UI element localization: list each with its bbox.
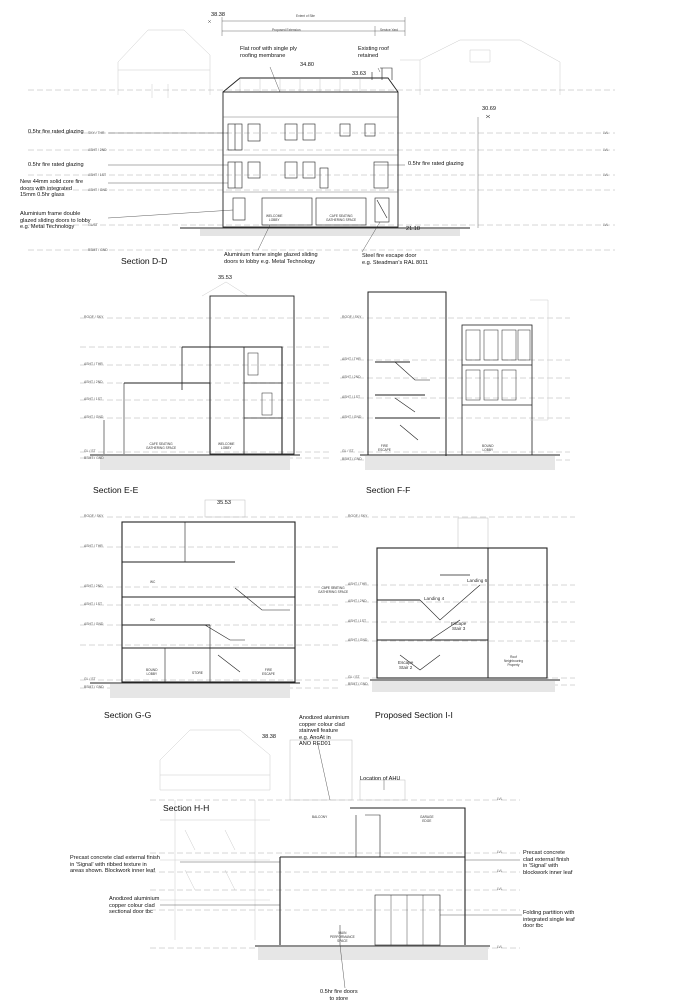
section-dd-dim-ground: 21.18 [406, 226, 420, 232]
section-dd-level-right-3: LVL [603, 173, 609, 177]
section-dd-windows [228, 124, 388, 188]
section-ee-level-3: ASHT / 2ND [84, 380, 103, 384]
section-dd-dim-ridge: 34.80 [300, 62, 314, 68]
section-hh-dim: 38.38 [262, 734, 276, 740]
section-gg-level-4: ASHT / 1ST [84, 602, 103, 606]
section-ii-room-roof: Roof Neighbouring Property [504, 655, 523, 667]
section-dd-ghost-buildings [118, 30, 560, 98]
section-ff-drawing [340, 292, 570, 470]
section-ee-drawing [80, 282, 330, 470]
section-dd-room-welcome: WELCOME LOBBY [266, 214, 283, 222]
section-ff-room-fire: FIRE ESCAPE [378, 444, 391, 452]
section-ii-level-4: ASHT / 1ST [348, 619, 367, 623]
section-hh-drawing [150, 730, 522, 988]
section-ii-level-3: ASHT / 2ND [348, 599, 367, 603]
section-ff-level-4: ASHT / 1ST [342, 395, 361, 399]
section-dd-glazing-note-right: 0.5hr fire rated glazing [408, 161, 464, 167]
section-ee-level-4: ASHT / 1ST [84, 397, 103, 401]
section-ii-level-6: GL / ST [348, 675, 360, 679]
section-hh-anodized-feature-note: Anodized aluminium copper colour clad stairwell feature e.g. AnoAt in ANO RED01 [299, 715, 350, 748]
section-hh-room-balcony: BALCONY [312, 815, 328, 819]
section-gg-level-6: GL / ST [84, 677, 96, 681]
section-ff-level-3: ASHT / 2ND [342, 375, 361, 379]
section-ff-level-2: ASHT / THR [342, 357, 361, 361]
section-ee-level-6: GL / ST [84, 449, 96, 453]
section-gg-room-store: STORE [192, 671, 203, 675]
section-ee-title: Section E-E [93, 485, 139, 495]
section-ii-room-landing6: Landing 6 [467, 578, 488, 583]
section-dd-glazing-note-1: 0.5hr fire rated glazing [28, 129, 84, 135]
section-ii-level-1: ROOF / SKY [348, 514, 368, 518]
section-dd-level-right-4: LVL [603, 223, 609, 227]
section-ee-level-5: ASHT / GND [84, 415, 104, 419]
section-gg-room-bound: BOUND LOBBY [146, 668, 158, 676]
section-ff-title: Section F-F [366, 485, 411, 495]
section-ff-level-lines [340, 318, 570, 460]
section-gg-room-fire: FIRE ESCAPE [262, 668, 275, 676]
section-ee-dim: 35.53 [218, 275, 232, 281]
section-hh-fire-doors-note: 0.5hr fire doors to store [320, 989, 358, 1002]
section-hh-level-1: LVL [497, 797, 503, 801]
section-ii-drawing [345, 517, 575, 692]
section-hh-ahu-note: Location of AHU [360, 776, 401, 782]
section-dd-level-5: GL/ST [88, 223, 98, 227]
section-dd-dim-roof: 33.63 [352, 71, 366, 77]
section-dd-extent-label: Extent of Site [296, 14, 315, 18]
section-ff-room-bound: BOUND LOBBY [482, 444, 494, 452]
section-hh-level-2: LVL [497, 850, 503, 854]
section-hh-anodized-door-note: Anodized aluminium copper colour clad sectional door tbc [109, 896, 160, 916]
section-gg-title: Section G-G [104, 710, 152, 720]
section-dd-facade [223, 92, 398, 227]
section-dd-alu-double-note: Aluminium frame double glazed sliding doors to lobby e.g. Metal Technology [20, 211, 91, 231]
section-dd-level-right-1: LVL [603, 131, 609, 135]
section-dd-steel-door-note: Steel fire escape door e.g. Steadman's RAL 8011 [362, 253, 429, 266]
section-dd-level-lines [28, 90, 615, 250]
section-hh-level-3: LVL [497, 869, 503, 873]
section-gg-level-2: ASHT / THR [84, 544, 103, 548]
section-ii-title: Proposed Section I-I [375, 710, 453, 720]
section-dd-top-dims [208, 17, 405, 36]
section-hh-ghost-buildings [160, 730, 270, 940]
section-ii-room-landing4: Landing 4 [424, 596, 445, 601]
section-ii-level-5: ASHT / GND [348, 638, 368, 642]
section-dd-level-2: ASHT / 2ND [88, 148, 107, 152]
section-dd-ground-openings [233, 198, 389, 225]
section-dd-dim-left: 38.38 [211, 12, 225, 18]
section-hh-title: Section H-H [163, 803, 210, 813]
section-dd-glazing-note-2: 0.5hr fire rated glazing [28, 162, 84, 168]
section-dd-room-cafe: CAFE SEATING GATHERING SPACE [326, 214, 357, 222]
section-dd-title: Section D-D [121, 256, 168, 266]
section-hh-room-garage: GARAGE EDGE [420, 815, 434, 823]
section-ee-level-7: BSMT / GND [84, 456, 104, 460]
section-ee-level-1: ROOF / SKY [84, 315, 104, 319]
section-dd-proposed-label: Proposed Extension [272, 28, 301, 32]
section-dd-new-doors-note: New 44mm solid core fire doors with integrated 15mm 0.5hr glass [20, 179, 84, 199]
section-ee-room-cafe: CAFE SEATING GATHERING SPACE [146, 442, 177, 450]
section-dd-alu-single-note: Aluminium frame single glazed sliding doors to lobby e.g. Metal Technology [224, 252, 318, 265]
section-ee-room-welcome: WELCOME LOBBY [218, 442, 235, 450]
section-ee-level-2: ASHT / THR [84, 362, 103, 366]
section-ii-level-lines [345, 517, 575, 685]
section-gg-dim: 35.53 [217, 500, 231, 506]
section-gg-level-7: BSMT / GND [84, 685, 104, 689]
section-dd-leaders [108, 67, 405, 252]
section-dd-level-1: SKY / THR [88, 131, 105, 135]
section-dd-dim-right: 30.69 [482, 106, 496, 112]
section-dd-drawing [28, 17, 615, 252]
section-gg-room-wc1: WC [150, 580, 156, 584]
section-ff-level-5: ASHT / GND [342, 415, 362, 419]
section-ii-level-7: BSMT / GND [348, 682, 368, 686]
section-dd-level-4: ASHT / GND [88, 188, 108, 192]
section-ee-level-lines [80, 318, 330, 458]
section-ii-room-escape2: Escape Stair 2 [398, 660, 414, 671]
section-dd-level-right-2: LVL [603, 148, 609, 152]
section-gg-level-3: ASHT / 2ND [84, 584, 103, 588]
section-ff-level-7: BSMT / GND [342, 457, 362, 461]
section-hh-level-5: LVL [497, 945, 503, 949]
section-hh-room-main: MAIN PERFORMANCE SPACE [330, 931, 355, 943]
section-gg-level-1: ROOF / SKY [84, 514, 104, 518]
section-ff-level-6: GL / ST [342, 449, 354, 453]
section-ii-room-escape3: Escape Stair 3 [451, 621, 467, 632]
section-dd-flat-roof-note: Flat roof with single ply roofing membrane [240, 46, 297, 59]
section-hh-folding-note: Folding partition with integrated single leaf door tbc [523, 910, 575, 930]
section-hh-precast-left-note: Precast concrete clad external finish in 'Signal' with ribbed texture in areas shown. Blockwork inner leaf [70, 855, 160, 875]
section-ii-room-cafe: CAFE SEATING GATHERING SPACE [318, 586, 349, 594]
section-gg-drawing [80, 500, 340, 698]
section-gg-room-wc2: WC [150, 618, 156, 622]
section-hh-level-4: LVL [497, 887, 503, 891]
section-ff-level-1: ROOF / SKY [342, 315, 362, 319]
section-dd-service-label: Service Yard [380, 28, 398, 32]
section-hh-precast-right-note: Precast concrete clad external finish in 'Signal' with blockwork inner leaf [523, 850, 573, 876]
section-dd-level-6: BSMT / GND [88, 248, 108, 252]
section-dd-level-3: ASHT / 1ST [88, 173, 107, 177]
section-ii-level-2: ASHT / THR [348, 582, 367, 586]
section-gg-level-5: ASHT / GND [84, 622, 104, 626]
section-dd-existing-roof-note: Existing roof retained [358, 46, 389, 59]
